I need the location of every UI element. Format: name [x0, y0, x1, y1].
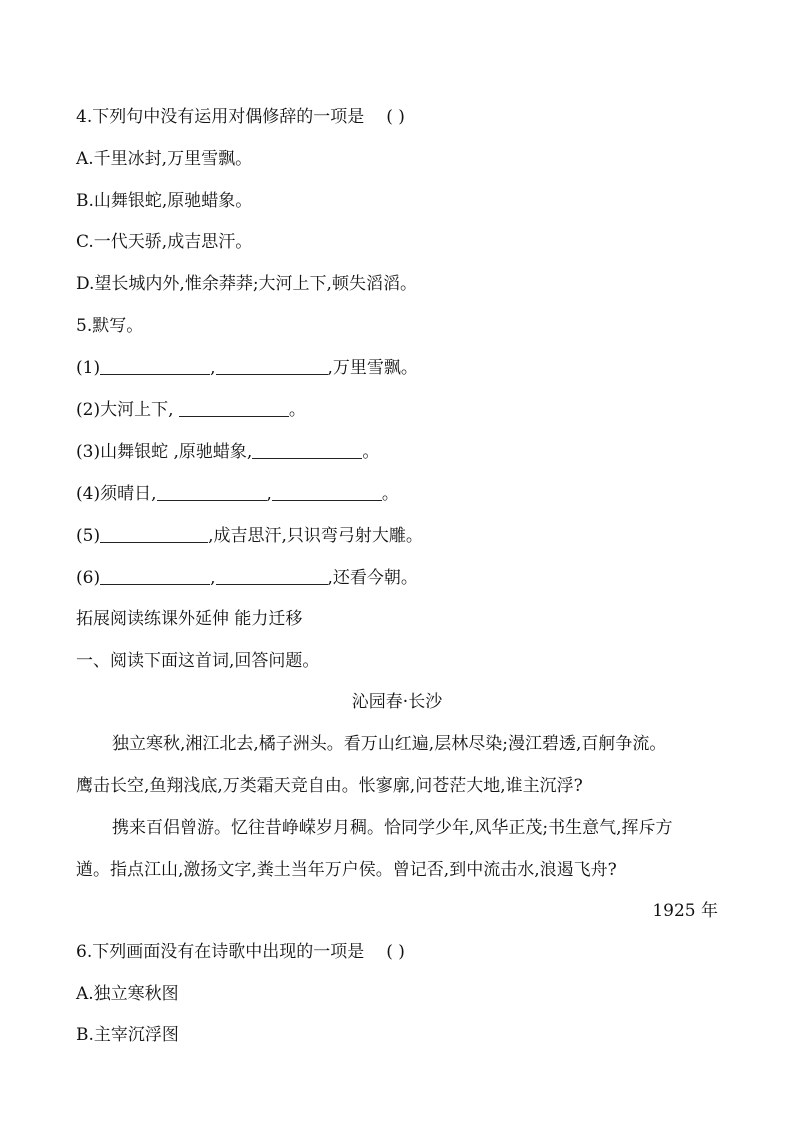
item-tail: ,成吉思汗,只识弯弓射大雕。 [208, 526, 423, 546]
poem-line: 遒。指点江山,激扬文字,粪土当年万户侯。曾记否,到中流击水,浪遏飞舟? [76, 860, 617, 880]
separator: , [210, 568, 216, 588]
fill-blank[interactable] [100, 358, 210, 375]
question-4 [76, 106, 405, 128]
dictation-item-2 [76, 399, 306, 421]
item-number: (5) [76, 526, 101, 546]
poem-line: 鹰击长空,鱼翔浅底,万类霜天竞自由。怅寥廓,问苍茫大地,谁主沉浮? [76, 776, 583, 796]
option-a: A.独立寒秋图 [76, 984, 179, 1004]
item-lead: 大河上下, [100, 400, 174, 420]
item-tail: 。 [381, 484, 399, 504]
item-tail: 。 [362, 442, 380, 462]
answer-parentheses: ( ) [386, 107, 405, 127]
item-number: (1) [76, 358, 101, 378]
poem-year: 1925 年 [652, 901, 718, 921]
section-instruction: 一、阅读下面这首词,回答问题。 [76, 651, 320, 671]
question-4-stem: 4.下列句中没有运用对偶修辞的一项是 [76, 107, 365, 127]
item-tail: ,万里雪飘。 [327, 358, 418, 378]
separator: , [266, 484, 272, 504]
dictation-item-6 [76, 567, 418, 589]
item-tail: ,还看今朝。 [327, 568, 418, 588]
poem-line: 独立寒秋,湘江北去,橘子洲头。看万山红遍,层林尽染;漫江碧透,百舸争流。 [112, 734, 667, 754]
dictation-item-1 [76, 357, 418, 379]
dictation-item-3 [76, 441, 379, 463]
poem-line: 携来百侣曾游。忆往昔峥嵘岁月稠。恰同学少年,风华正茂;书生意气,挥斥方 [112, 818, 673, 838]
item-number: (2) [76, 400, 101, 420]
item-number: (6) [76, 568, 101, 588]
item-lead: 山舞银蛇 ,原驰蜡象, [100, 442, 253, 462]
option-c: C.一代天骄,成吉思汗。 [76, 232, 253, 252]
option-d: D.望长城内外,惟余莽莽;大河上下,顿失滔滔。 [76, 274, 417, 294]
item-tail: 。 [288, 400, 306, 420]
separator: , [210, 358, 216, 378]
item-number: (4) [76, 484, 101, 504]
item-lead: 须晴日, [100, 484, 157, 504]
dictation-item-4 [76, 483, 399, 505]
poem-title: 沁园春·长沙 [351, 692, 443, 712]
option-b: B.主宰沉浮图 [76, 1025, 179, 1045]
fill-blank[interactable] [100, 526, 208, 543]
fill-blank[interactable] [179, 400, 289, 417]
fill-blank[interactable] [252, 442, 362, 459]
item-number: (3) [76, 442, 101, 462]
question-6 [76, 941, 405, 963]
option-b: B.山舞银蛇,原驰蜡象。 [76, 191, 253, 211]
fill-blank[interactable] [100, 568, 210, 585]
fill-blank[interactable] [216, 568, 328, 585]
fill-blank[interactable] [272, 484, 382, 501]
fill-blank[interactable] [157, 484, 267, 501]
option-a: A.千里冰封,万里雪飘。 [76, 149, 253, 169]
section-heading: 拓展阅读练课外延伸 能力迁移 [76, 609, 303, 629]
question-6-stem: 6.下列画面没有在诗歌中出现的一项是 [76, 942, 365, 962]
answer-parentheses: ( ) [386, 942, 405, 962]
question-5-stem: 5.默写。 [76, 316, 144, 336]
dictation-item-5 [76, 525, 423, 547]
fill-blank[interactable] [216, 358, 328, 375]
